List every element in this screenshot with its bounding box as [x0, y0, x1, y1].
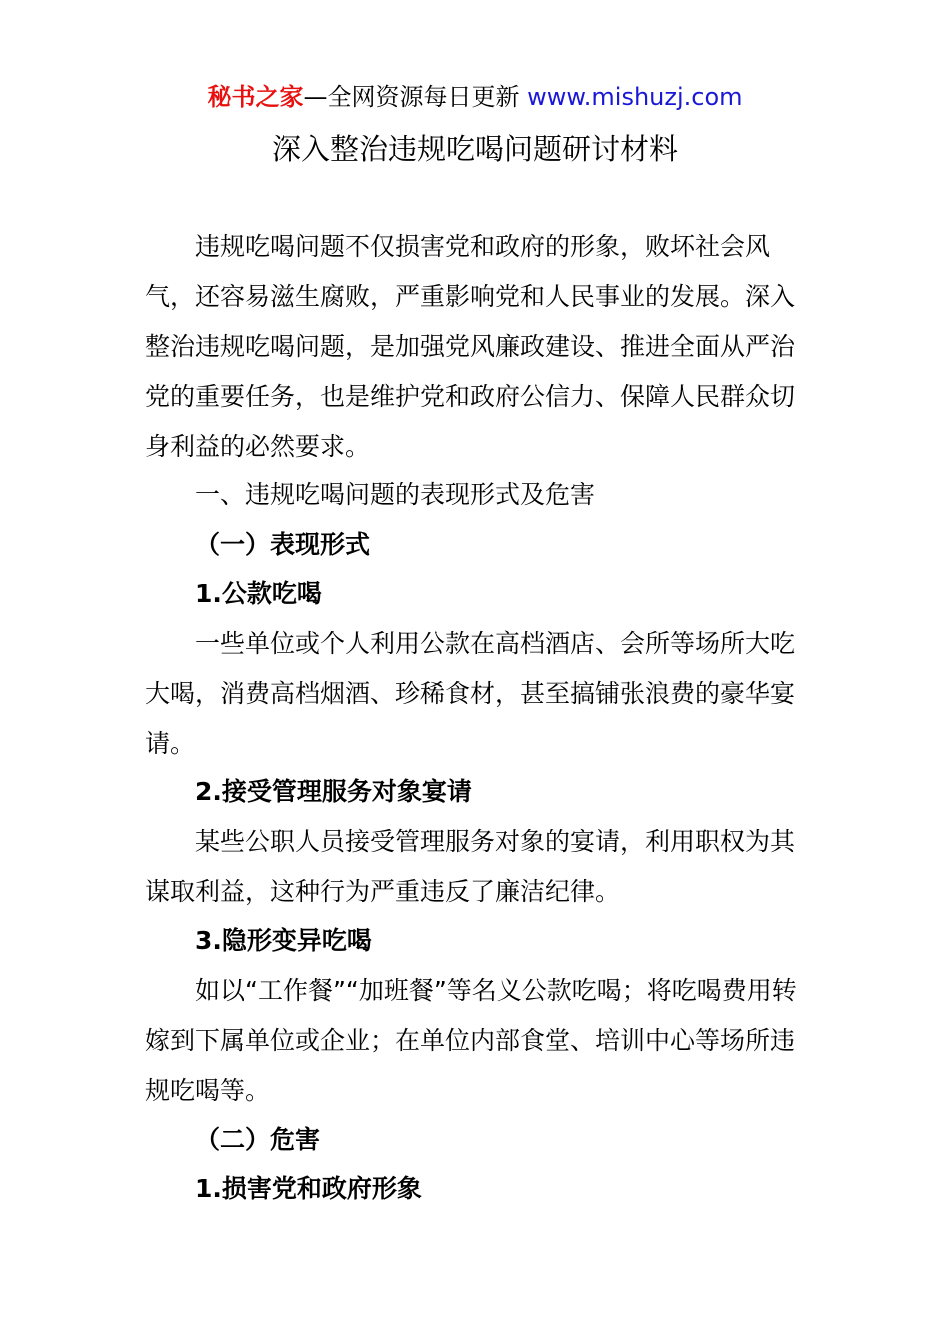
item-heading: 1.公款吃喝: [195, 579, 322, 608]
intro-paragraph: 违规吃喝问题不仅损害党和政府的形象，败坏社会风气，还容易滋生腐败，严重影响党和人民事业的发展。深入整治违规吃喝问题，是加强党风廉政建设、推进全面从严治党的重要任务，也是维护党和政府公信力、保障人民群众切身利益的必然要求。: [145, 232, 796, 461]
subsection-heading: （一）表现形式: [195, 530, 371, 559]
document-title: 深入整治违规吃喝问题研讨材料: [271, 132, 678, 166]
item-paragraph: 一些单位或个人利用公款在高档酒店、会所等场所大吃大喝，消费高档烟酒、珍稀食材，甚至搞铺张浪费的豪华宴请。: [145, 629, 796, 758]
item-heading: 2.接受管理服务对象宴请: [195, 777, 472, 806]
section-heading: 一、违规吃喝问题的表现形式及危害: [195, 480, 596, 509]
site-url[interactable]: www.mishuzj.com: [527, 83, 743, 111]
item-heading: 1.损害党和政府形象: [195, 1174, 422, 1203]
site-slogan: —全网资源每日更新: [303, 83, 520, 111]
item-heading: 3.隐形变异吃喝: [195, 926, 372, 955]
brand-name: 秘书之家: [207, 83, 304, 111]
subsection-heading: （二）危害: [195, 1125, 321, 1154]
site-header: [0, 80, 950, 114]
item-paragraph: 如以“工作餐”“加班餐”等名义公款吃喝；将吃喝费用转嫁到下属单位或企业；在单位内部食堂、培训中心等场所违规吃喝等。: [145, 976, 797, 1105]
item-paragraph: 某些公职人员接受管理服务对象的宴请，利用职权为其谋取利益，这种行为严重违反了廉洁纪律。: [145, 827, 796, 906]
